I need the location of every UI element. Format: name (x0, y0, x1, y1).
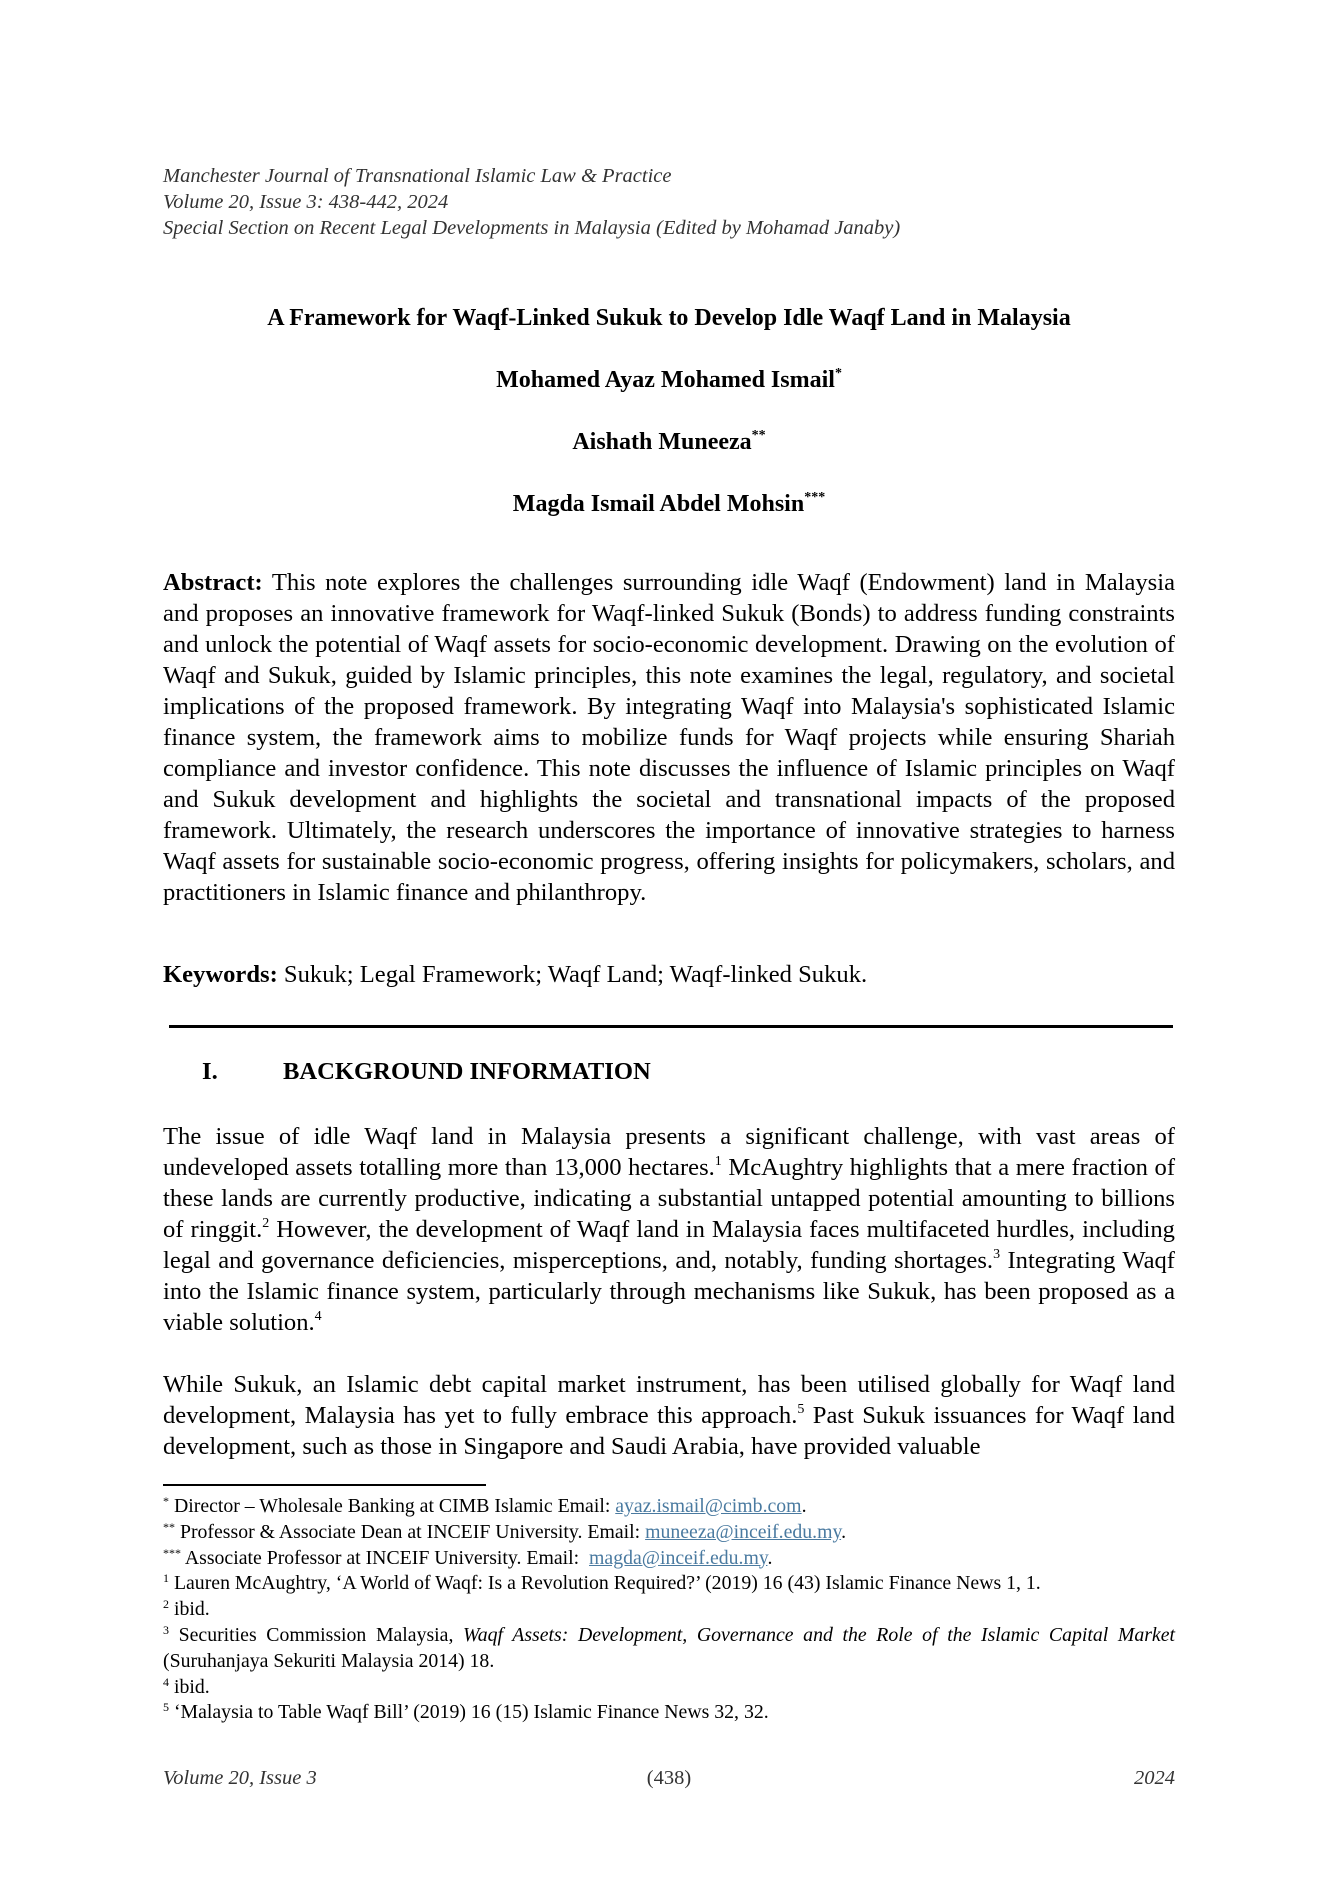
footnote-4 (163, 1675, 1175, 1701)
footnote-author-1 (163, 1494, 1175, 1520)
footnote-text: ‘Malaysia to Table Waqf Bill’ (2019) 16 (15) Islamic Finance News 32, 32. (169, 1701, 769, 1724)
footnote-5 (163, 1700, 1175, 1726)
body-paragraph-2 (163, 1369, 1175, 1462)
article-title: A Framework for Waqf-Linked Sukuk to Develop Idle Waqf Land in Malaysia (267, 305, 1071, 331)
footnote-ref[interactable]: 5 (797, 1402, 805, 1417)
sentence: Integrating Waqf into the Islamic finance system, particularly through mechanisms like Sukuk, has been proposed as a viable solution. (163, 1247, 1175, 1336)
journal-name: Manchester Journal of Transnational Islamic Law & Practice (163, 165, 672, 187)
abstract (163, 567, 1175, 908)
footnote-2 (163, 1597, 1175, 1623)
author-name: Mohamed Ayaz Mohamed Ismail (496, 367, 835, 393)
keywords-label: Keywords: (163, 961, 278, 988)
page-number: (438) (646, 1767, 692, 1789)
footnote-ref[interactable]: 4 (314, 1309, 322, 1324)
author-1 (163, 365, 1175, 395)
footnote-text: Director – Wholesale Banking at CIMB Islamic Email: (169, 1495, 616, 1517)
sentence: However, the development of Waqf land in Malaysia faces multifaceted hurdles, including legal and governance deficiencies, misperceptions, and, notably, funding shortages. (163, 1216, 1175, 1274)
footnote-mark: 1 (163, 1571, 169, 1586)
sentence: Past Sukuk issuances for Waqf land development, such as those in Singapore and Saudi Arabia, have provided valuable (163, 1402, 1175, 1460)
footnote-mark[interactable]: * (834, 366, 842, 381)
footnote-text: Associate Professor at INCEIF University. Email: (181, 1546, 590, 1569)
email-link[interactable]: ayaz.ismail@cimb.com (615, 1495, 802, 1517)
section-number: I. (202, 1058, 218, 1085)
email-link[interactable]: magda@inceif.edu.my (589, 1546, 768, 1569)
footnote-mark: *** (163, 1545, 181, 1560)
footnote-end: . (767, 1546, 773, 1569)
footnote-mark: 5 (163, 1700, 169, 1715)
email-link[interactable]: muneeza@inceif.edu.my (645, 1520, 842, 1543)
footnote-mark: 3 (163, 1622, 169, 1637)
footnote-ref[interactable]: 3 (993, 1247, 1001, 1262)
journal-header (163, 163, 900, 241)
footer-year: 2024 (1134, 1767, 1175, 1789)
section-title: BACKGROUND INFORMATION (283, 1058, 651, 1085)
journal-volume: Volume 20, Issue 3: 438-442, 2024 (163, 191, 449, 213)
footnote-text: Lauren McAughtry, ‘A World of Waqf: Is a Revolution Required?’ (2019) 16 (43) Islamic Finance News 1, 1. (169, 1572, 1041, 1595)
footnote-author-2 (163, 1520, 1175, 1546)
author-2 (163, 427, 1175, 457)
document-page (163, 0, 1175, 1880)
abstract-label: Abstract: (163, 569, 263, 596)
footnote-mark: 2 (163, 1597, 169, 1612)
footnote-3 (163, 1623, 1175, 1675)
journal-section: Special Section on Recent Legal Developments in Malaysia (Edited by Mohamad Janaby) (163, 217, 901, 239)
author-name: Aishath Muneeza (572, 429, 752, 455)
footnote-text: ibid. (169, 1675, 210, 1698)
author-name: Magda Ismail Abdel Mohsin (512, 491, 805, 517)
footnote-text: Securities Commission Malaysia, (169, 1623, 464, 1646)
footnote-text: ibid. (169, 1598, 210, 1621)
footnote-ref[interactable]: 1 (714, 1154, 722, 1169)
footnote-ref[interactable]: 2 (262, 1216, 270, 1231)
keywords (163, 959, 1175, 990)
footnote-mark: ** (163, 1519, 175, 1534)
abstract-text: This note explores the challenges surrounding idle Waqf (Endowment) land in Malaysia and proposes an innovative framework for Waqf-linked Sukuk (Bonds) to address funding constraints and unlock the potential of Waqf assets for socio-economic development. Drawing on the evolution of Waqf and Sukuk, guided by Islamic principles, this note examines the legal, regulatory, and societal implications of the proposed framework. By integrating Waqf into Malaysia's sophisticated Islamic finance system, the framework aims to mobilize funds for Waqf projects while ensuring Shariah compliance and investor confidence. This note discusses the influence of Islamic principles on Waqf and Sukuk development and highlights the societal and transnational impacts of the proposed framework. Ultimately, the research underscores the importance of innovative strategies to harness Waqf assets for sustainable socio-economic progress, offering insights for policymakers, scholars, and practitioners in Islamic finance and philanthropy. (163, 569, 1175, 906)
footnote-text: (Suruhanjaya Sekuriti Malaysia 2014) 18. (163, 1649, 495, 1672)
footnote-mark[interactable]: ** (751, 428, 766, 443)
footnote-mark: * (163, 1494, 169, 1508)
footnote-author-3 (163, 1546, 1175, 1572)
footnotes (163, 1494, 1175, 1726)
keywords-text: Sukuk; Legal Framework; Waqf Land; Waqf-linked Sukuk. (283, 961, 868, 988)
footnote-separator (163, 1484, 486, 1486)
footnote-end: . (801, 1495, 807, 1517)
footnote-1 (163, 1571, 1175, 1597)
author-3 (163, 489, 1175, 519)
footer-volume: Volume 20, Issue 3 (163, 1767, 317, 1789)
section-heading (202, 1057, 651, 1087)
page-footer (163, 1765, 1175, 1791)
footnote-mark[interactable]: *** (804, 490, 826, 505)
sentence: The issue of idle Waqf land in Malaysia presents a significant challenge, with vast areas of undeveloped assets totalling more than 13,000 hectares. (163, 1123, 1175, 1181)
footnote-mark: 4 (163, 1674, 169, 1689)
sentence: While Sukuk, an Islamic debt capital market instrument, has been utilised globally for Waqf land development, Malaysia has yet to fully embrace this approach. (163, 1371, 1175, 1429)
footnote-end: . (841, 1520, 847, 1543)
footnote-source-title: Waqf Assets: Development, Governance and the Role of the Islamic Capital Market (463, 1623, 1175, 1646)
body-paragraph-1 (163, 1121, 1175, 1338)
footnote-text: Professor & Associate Dean at INCEIF University. Email: (175, 1520, 646, 1543)
section-divider (169, 1025, 1173, 1028)
sentence: McAughtry highlights that a mere fraction of these lands are currently productive, indicating a substantial untapped potential amounting to billions of ringgit. (163, 1154, 1176, 1243)
